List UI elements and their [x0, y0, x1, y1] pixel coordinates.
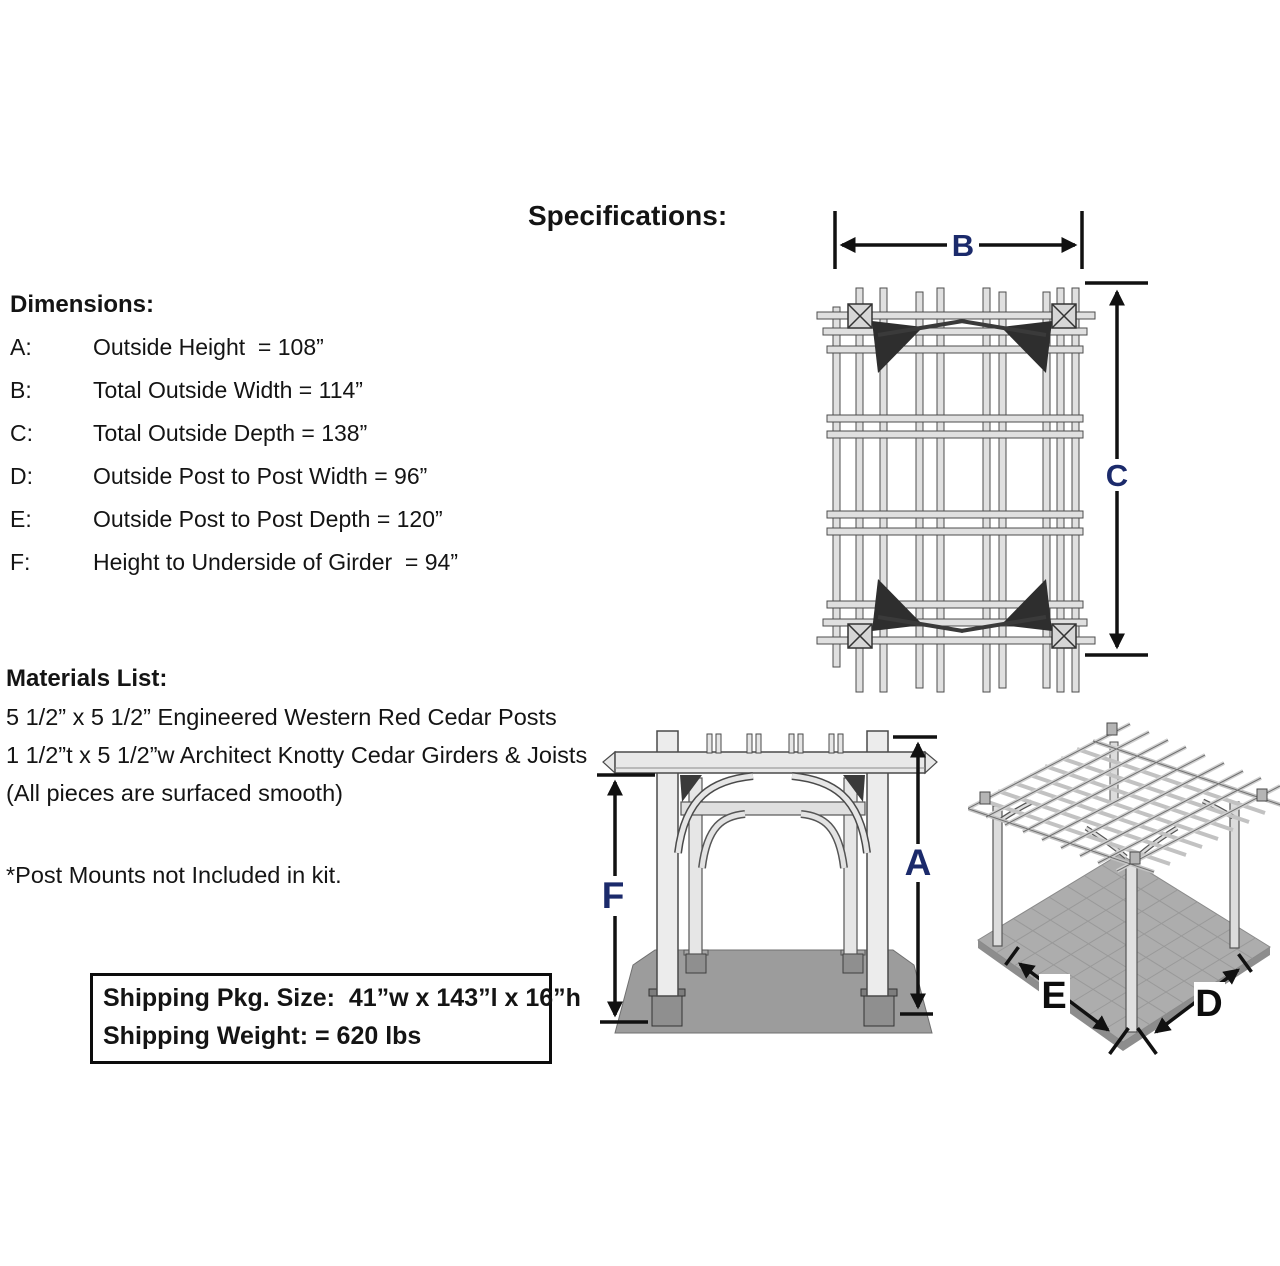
dimension-value: Total Outside Width = 114”	[93, 377, 363, 403]
dimension-letter-e: E	[1041, 975, 1067, 1017]
main-girder	[603, 752, 937, 773]
dimensions-list	[10, 334, 570, 592]
dimension-letter-f: F	[601, 875, 625, 916]
pedestal	[652, 996, 682, 1026]
shipping-size: Shipping Pkg. Size: 41”w x 143”l x 16”h	[103, 984, 581, 1012]
dimension-row-c	[10, 420, 570, 463]
back-girder	[681, 802, 865, 815]
c-dimension-arrow	[1085, 283, 1148, 655]
dimension-value: Outside Post to Post Width = 96”	[93, 463, 428, 489]
materials-section	[6, 660, 606, 812]
isometric-view-diagram	[968, 722, 1280, 1074]
shipping-info-box	[90, 973, 581, 1064]
dimension-row-e	[10, 506, 570, 549]
dimension-letter: D:	[10, 463, 33, 489]
post	[1126, 862, 1137, 1032]
dimension-value: Height to Underside of Girder = 94”	[93, 549, 458, 575]
dimension-letter-c: C	[1105, 458, 1129, 493]
inner-braces	[702, 814, 844, 868]
materials-line: (All pieces are surfaced smooth)	[6, 780, 343, 806]
materials-line: 1 1/2”t x 5 1/2”w Architect Knotty Cedar Girders & Joists	[6, 742, 588, 768]
front-view-diagram	[585, 718, 955, 1053]
roof-grid-plan	[817, 288, 1095, 692]
dimension-letter: C:	[10, 420, 33, 446]
joist-tabs	[707, 734, 843, 753]
dimension-letter: A:	[10, 334, 32, 360]
dimension-letter: F:	[10, 549, 31, 575]
knee-braces-plan	[872, 321, 1052, 631]
dimension-letter-a: A	[904, 842, 932, 883]
dimension-letter: B:	[10, 377, 32, 403]
dimension-value: Total Outside Depth = 138”	[93, 420, 368, 446]
materials-heading: Materials List:	[6, 665, 168, 692]
dimension-row-d	[10, 463, 570, 506]
post-mounts-note: *Post Mounts not Included in kit.	[6, 862, 342, 888]
dimension-row-b	[10, 377, 570, 420]
b-dimension-arrow	[835, 211, 1082, 269]
page-title: Specifications:	[528, 200, 728, 231]
pedestal	[864, 996, 894, 1026]
post	[1230, 802, 1239, 948]
d-dimension-label	[1194, 982, 1225, 1025]
shipping-weight: Shipping Weight: = 620 lbs	[103, 1022, 422, 1050]
dimension-value: Outside Post to Post Depth = 120”	[93, 506, 443, 532]
dimension-letter: E:	[10, 506, 32, 532]
dimension-row-a	[10, 334, 570, 377]
pedestal	[686, 954, 706, 973]
pedestal	[843, 954, 863, 973]
dimension-row-f	[10, 549, 570, 592]
materials-line: 5 1/2” x 5 1/2” Engineered Western Red Cedar Posts	[6, 704, 557, 730]
post	[993, 806, 1002, 946]
dimensions-heading: Dimensions:	[10, 291, 155, 318]
dimension-letter-d: D	[1195, 983, 1223, 1025]
dimension-value: Outside Height = 108”	[93, 334, 324, 360]
dimension-letter-b: B	[951, 228, 975, 263]
e-dimension-label	[1039, 974, 1070, 1017]
top-view-diagram	[815, 195, 1160, 715]
